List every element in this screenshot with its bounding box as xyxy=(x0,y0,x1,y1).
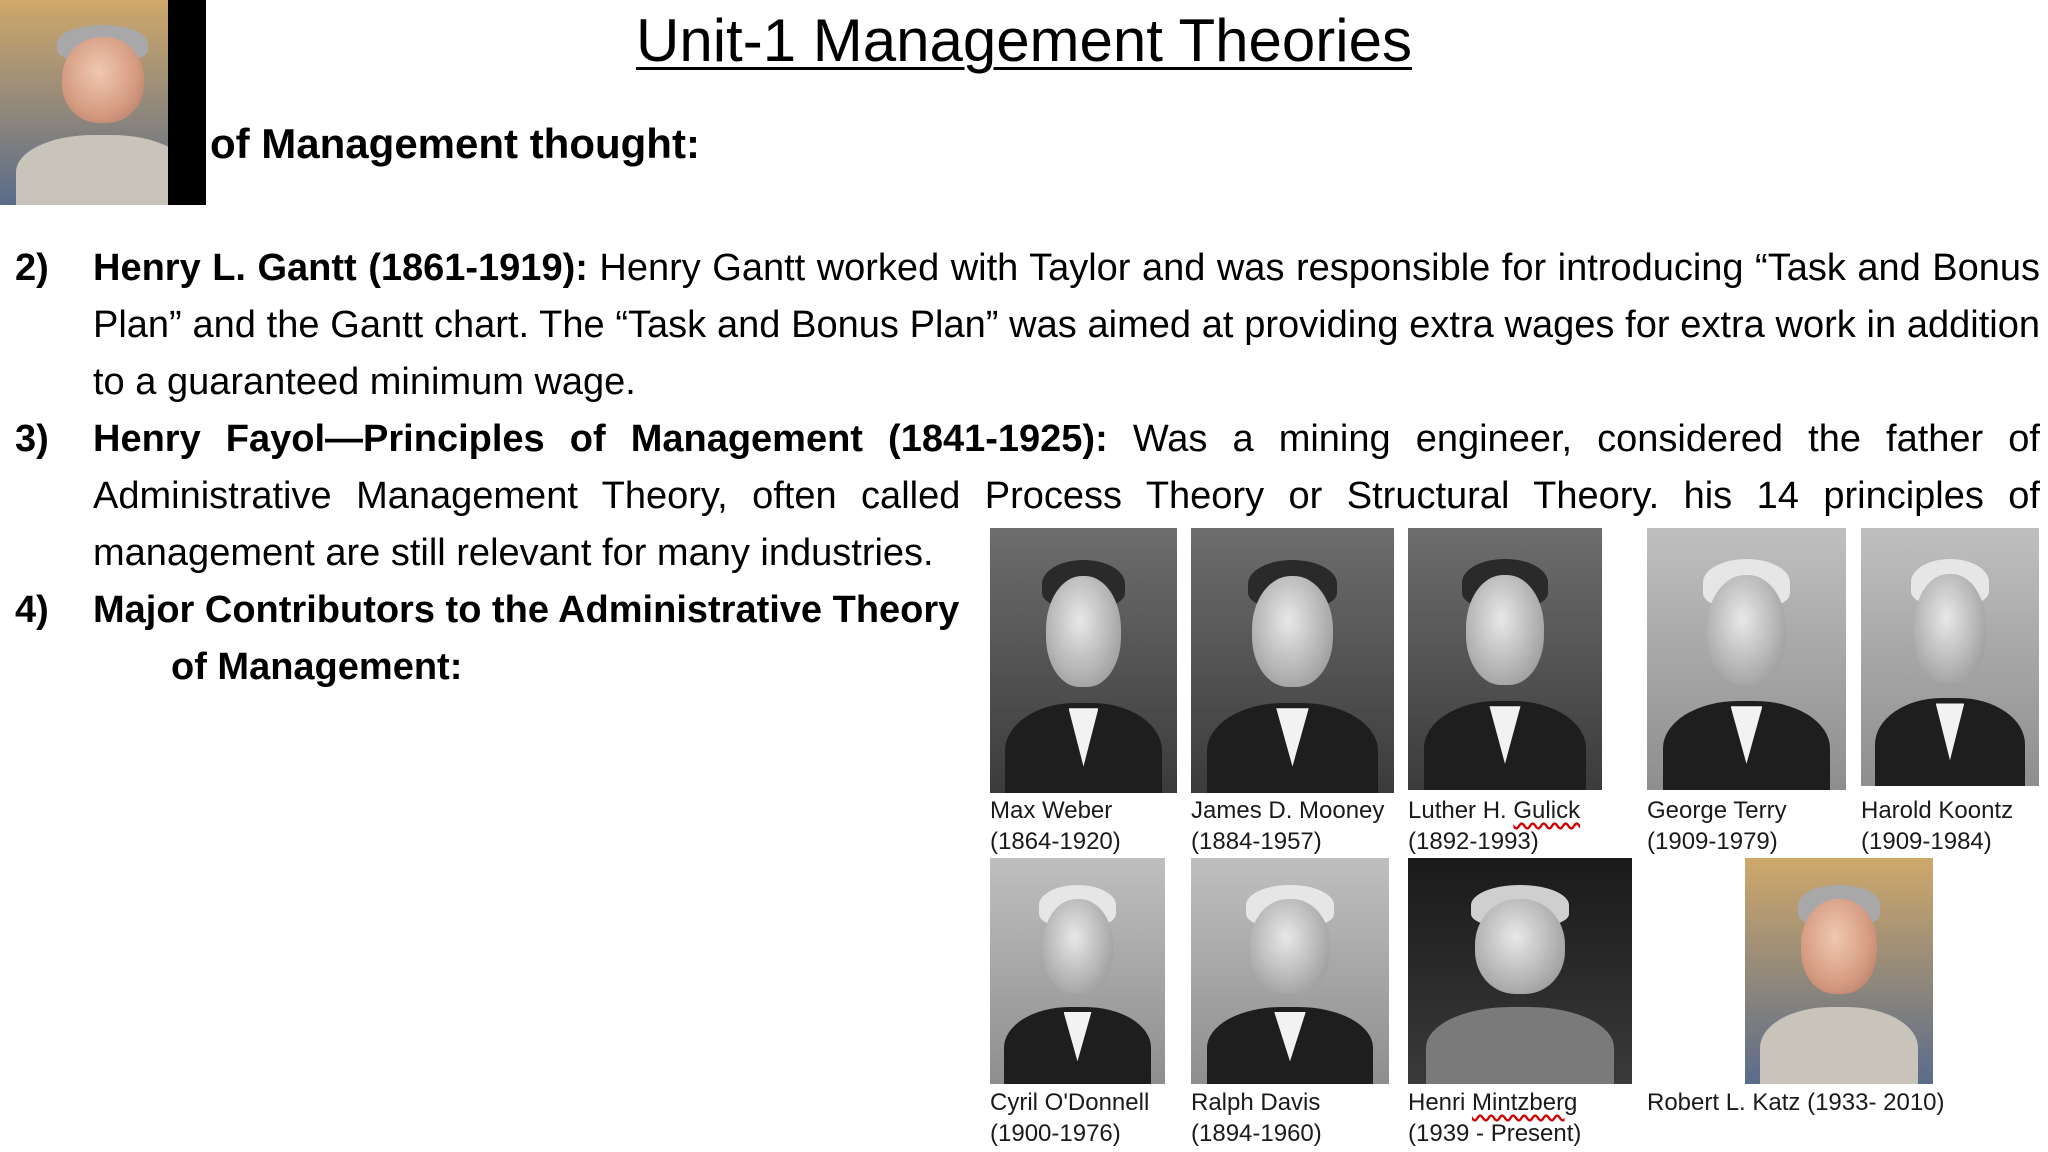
item-number: 4) xyxy=(15,589,49,631)
portrait-cyril-odonnell xyxy=(990,858,1165,1084)
portrait-robert-katz xyxy=(1745,858,1933,1084)
caption-henri-mintzberg: Henri Mintzberg (1939 - Present) xyxy=(1408,1089,1582,1147)
item-content xyxy=(93,240,2040,411)
caption-luther-gulick: Luther H. Gulick (1892-1993) xyxy=(1408,797,1581,855)
portrait-harold-koontz xyxy=(1861,528,2039,786)
item-content xyxy=(93,582,993,639)
item-heading: Henry L. Gantt (1861-1919): xyxy=(93,247,588,289)
caption-george-terry: George Terry (1909-1979) xyxy=(1647,797,1787,855)
slide-title: Unit-1 Management Theories xyxy=(636,7,1412,74)
item-heading: Major Contributors to the Administrative Theory xyxy=(93,589,960,631)
caption-max-weber: Max Weber (1864-1920) xyxy=(990,797,1121,855)
list-item xyxy=(15,240,2040,411)
caption-james-mooney: James D. Mooney (1884-1957) xyxy=(1191,797,1385,855)
portrait-ralph-davis xyxy=(1191,858,1389,1084)
item-text: Was a mining engineer, considered the father of Administrative Management Theory, often called Process Theory or Structural Theory. his 14 principles of management are still relevant for many industries. xyxy=(93,418,2040,574)
caption-robert-katz: Robert L. Katz (1933- 2010) xyxy=(1647,1089,1945,1116)
portrait-james-mooney xyxy=(1191,528,1394,793)
portrait-max-weber xyxy=(990,528,1177,793)
portrait-henri-mintzberg xyxy=(1408,858,1632,1084)
item-heading-continued: of Management: xyxy=(171,646,463,688)
item-heading: Henry Fayol—Principles of Management (1841-1925): xyxy=(93,418,1108,460)
caption-harold-koontz: Harold Koontz (1909-1984) xyxy=(1861,797,2014,855)
section-subheading: of Management thought: xyxy=(210,120,700,167)
item-number: 2) xyxy=(15,247,49,289)
portrait-luther-gulick xyxy=(1408,528,1602,790)
item-text: Henry Gantt worked with Taylor and was responsible for introducing “Task and Bonus Plan” and the Gantt chart. The “Task and Bonus Plan” was aimed at providing extra wages for extra work in addition to a guaranteed minimum wage. xyxy=(93,247,2040,403)
caption-ralph-davis: Ralph Davis (1894-1960) xyxy=(1191,1089,1322,1147)
caption-cyril-odonnell: Cyril O'Donnell (1900-1976) xyxy=(990,1089,1150,1147)
portrait-george-terry xyxy=(1647,528,1846,790)
photo-frame-strip xyxy=(168,0,206,205)
item-number: 3) xyxy=(15,418,49,460)
